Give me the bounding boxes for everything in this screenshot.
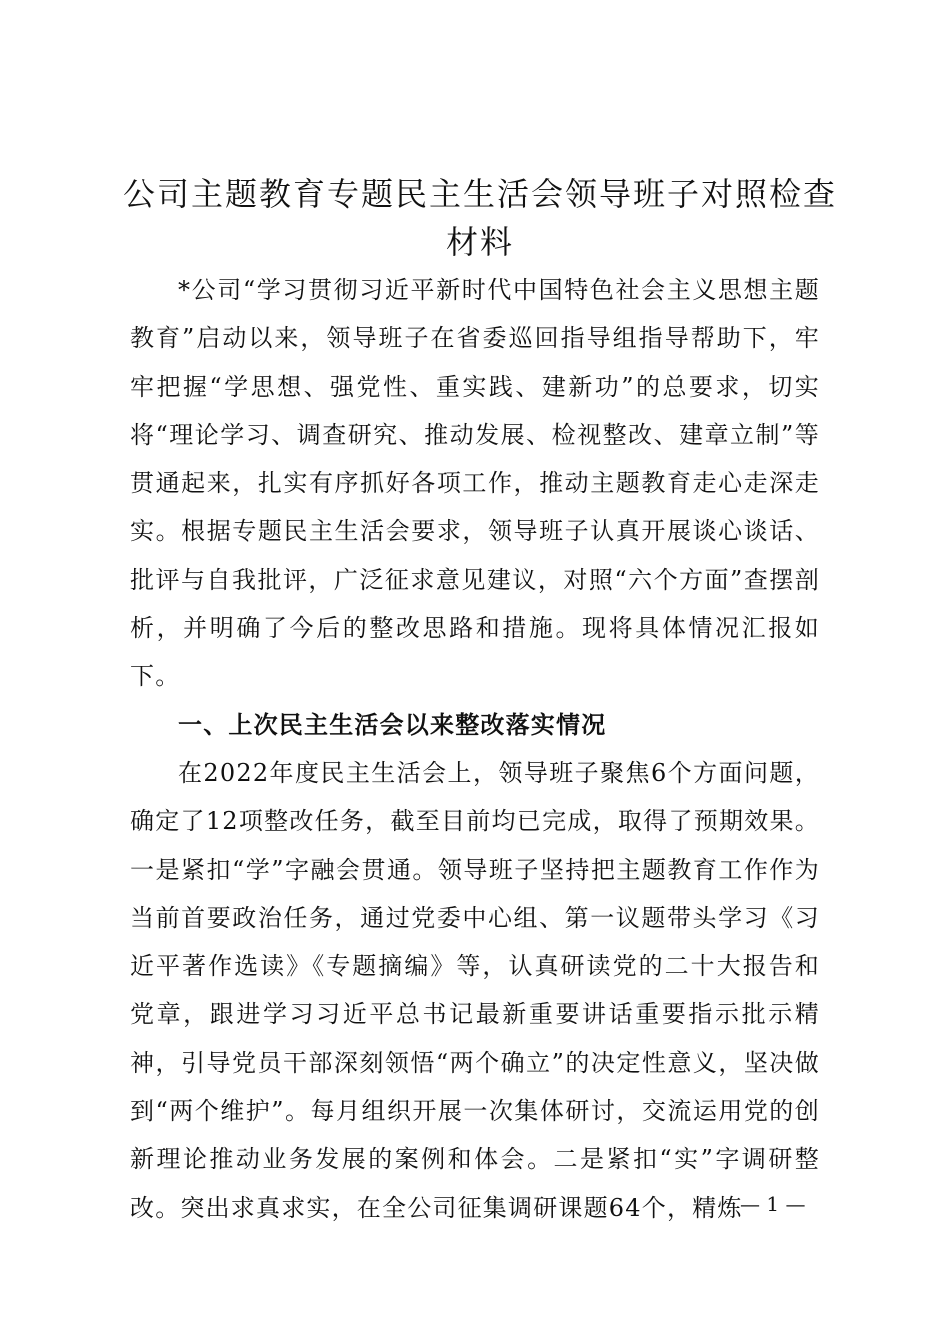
section-paragraph: 在2022年度民主生活会上，领导班子聚焦6个方面问题，确定了12项整改任务，截至目前均已完成，取得了预期效果。一是紧扣“学”字融会贯通。领导班子坚持把主题教育工作作为当前首要政治任务，通过党委中心组、第一议题带头学习《习近平著作选读》《专题摘编》等，认真研读党的二十大报告和党章，跟进学习习近平总书记最新重要讲话重要指示批示精神，引导党员干部深刻领悟“两个确立”的决定性意义，坚决做到“两个维护”。每月组织开展一次集体研讨，交流运用党的创新理论推动业务发展的案例和体会。二是紧扣“实”字调研整改。突出求真求实，在全公司征集调研课题64个，精炼 bbox=[130, 758, 820, 1222]
page-number: — 1 — bbox=[740, 1192, 806, 1216]
document-body bbox=[130, 266, 820, 1232]
page-title: 公司主题教育专题民主生活会领导班子对照检查材料 bbox=[122, 175, 837, 261]
section-heading: 一、上次民主生活会以来整改落实情况 bbox=[178, 710, 607, 739]
intro-paragraph: *公司“学习贯彻习近平新时代中国特色社会主义思想主题教育”启动以来，领导班子在省委巡回指导组指导帮助下，牢牢把握“学思想、强党性、重实践、建新功”的总要求，切实将“理论学习、调查研究、推动发展、检视整改、建章立制”等贯通起来，扎实有序抓好各项工作，推动主题教育走心走深走实。根据专题民主生活会要求，领导班子认真开展谈心谈话、批评与自我批评，广泛征求意见建议，对照“六个方面”查摆剖析，并明确了今后的整改思路和措施。现将具体情况汇报如下。 bbox=[130, 276, 820, 691]
